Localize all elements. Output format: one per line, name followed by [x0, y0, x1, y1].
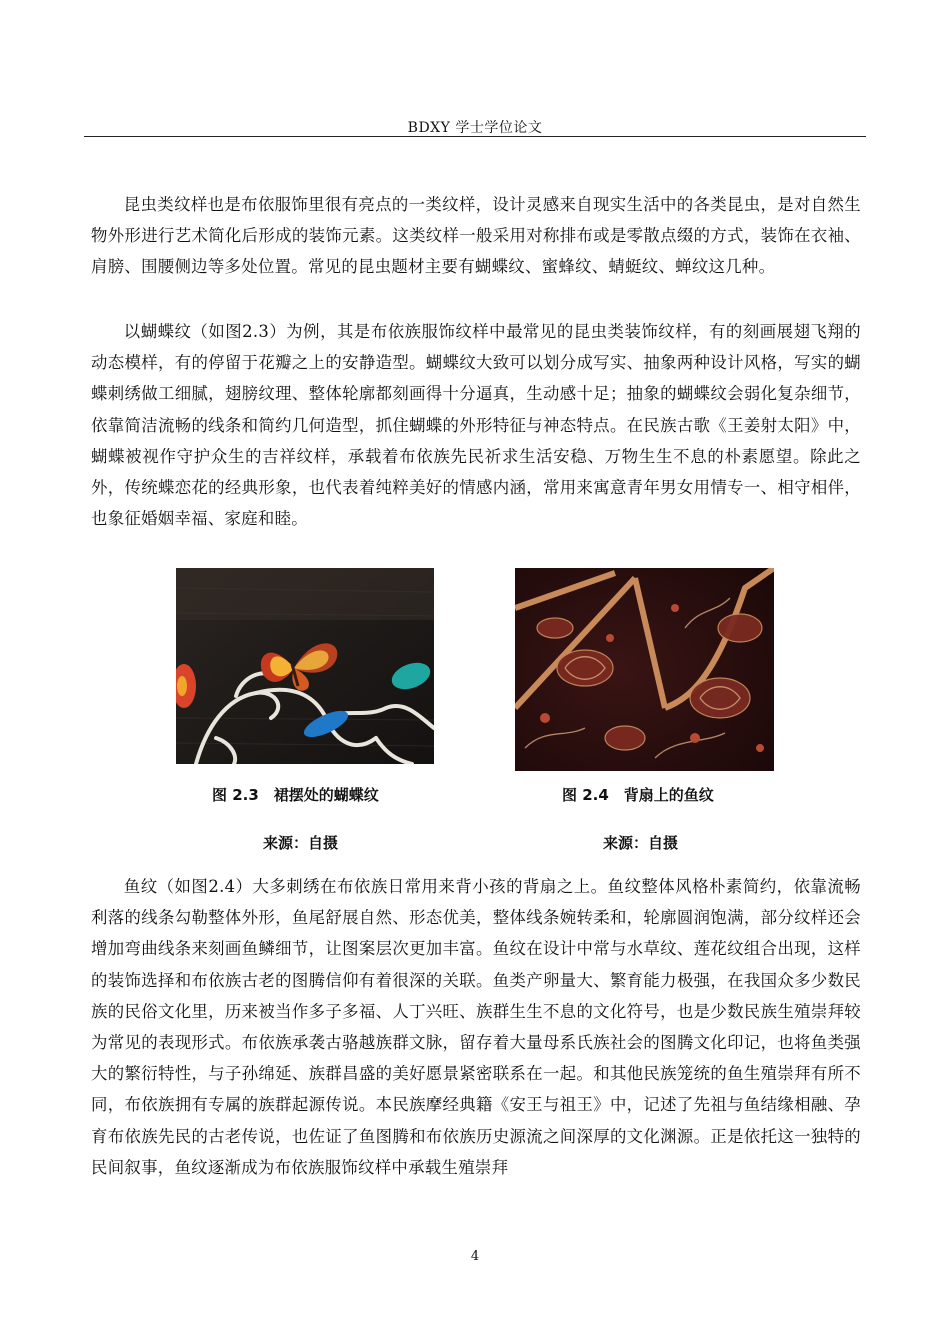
figure-2-4-caption: 图 2.4 背扇上的鱼纹	[562, 786, 714, 804]
figure-2-4-source: 来源：自摄	[603, 834, 679, 852]
page-number: 4	[470, 1249, 480, 1264]
header-rule	[84, 136, 866, 137]
paragraph-insect-patterns: 昆虫类纹样也是布依服饰里很有亮点的一类纹样，设计灵感来自现实生活中的各类昆虫，是对自然生物外形进行艺术简化后形成的装饰元素。这类纹样一般采用对称排布或是零散点缀的方式，装饰在衣袖、肩膀、围腰侧边等多处位置。常见的昆虫题材主要有蝴蝶纹、蜜蜂纹、蜻蜓纹、蝉纹这几种。	[91, 195, 861, 277]
figure-2-3-caption: 图 2.3 裙摆处的蝴蝶纹	[212, 786, 379, 804]
figure-fish	[515, 568, 774, 771]
fish-embroidery-photo	[515, 568, 774, 771]
butterfly-embroidery-photo	[176, 568, 434, 764]
figure-butterfly	[176, 568, 434, 764]
paragraph-butterfly-pattern: 以蝴蝶纹（如图2.3）为例，其是布依族服饰纹样中最常见的昆虫类装饰纹样，有的刻画展翅飞翔的动态模样，有的停留于花瓣之上的安静造型。蝴蝶纹大致可以划分成写实、抽象两种设计风格，写实的蝴蝶刺绣做工细腻，翅膀纹理、整体轮廓都刻画得十分逼真，生动感十足；抽象的蝴蝶纹会弱化复杂细节，依靠简洁流畅的线条和简约几何造型，抓住蝴蝶的外形特征与神态特点。在民族古歌《王姜射太阳》中，蝴蝶被视作守护众生的吉祥纹样，承载着布依族先民祈求生活安稳、万物生生不息的朴素愿望。除此之外，传统蝶恋花的经典形象，也代表着纯粹美好的情感内涵，常用来寓意青年男女用情专一、相守相伴，也象征婚姻幸福、家庭和睦。	[91, 322, 861, 529]
figure-2-3-source: 来源：自摄	[263, 834, 339, 852]
running-header: BDXY 学士学位论文	[407, 120, 543, 136]
paragraph-fish-pattern: 鱼纹（如图2.4）大多刺绣在布依族日常用来背小孩的背扇之上。鱼纹整体风格朴素简约，依靠流畅利落的线条勾勒整体外形，鱼尾舒展自然、形态优美，整体线条婉转柔和，轮廓圆润饱满，部分纹样还会增加弯曲线条来刻画鱼鳞细节，让图案层次更加丰富。鱼纹在设计中常与水草纹、莲花纹组合出现，这样的装饰选择和布依族古老的图腾信仰有着很深的关联。鱼类产卵量大、繁育能力极强，在我国众多少数民族的民俗文化里，历来被当作多子多福、人丁兴旺、族群生生不息的文化符号，也是少数民族生殖崇拜较为常见的表现形式。布依族承袭古骆越族群文脉，留存着大量母系氏族社会的图腾文化印记，也将鱼类强大的繁衍特性，与子孙绵延、族群昌盛的美好愿景紧密联系在一起。和其他民族笼统的鱼生殖崇拜有所不同，布依族拥有专属的族群起源传说。本民族摩经典籍《安王与祖王》中，记述了先祖与鱼结缘相融、孕育布依族先民的古老传说，也佐证了鱼图腾和布依族历史源流之间深厚的文化渊源。正是依托这一独特的民间叙事，鱼纹逐渐成为布依族服饰纹样中承载生殖崇拜	[91, 877, 861, 1177]
